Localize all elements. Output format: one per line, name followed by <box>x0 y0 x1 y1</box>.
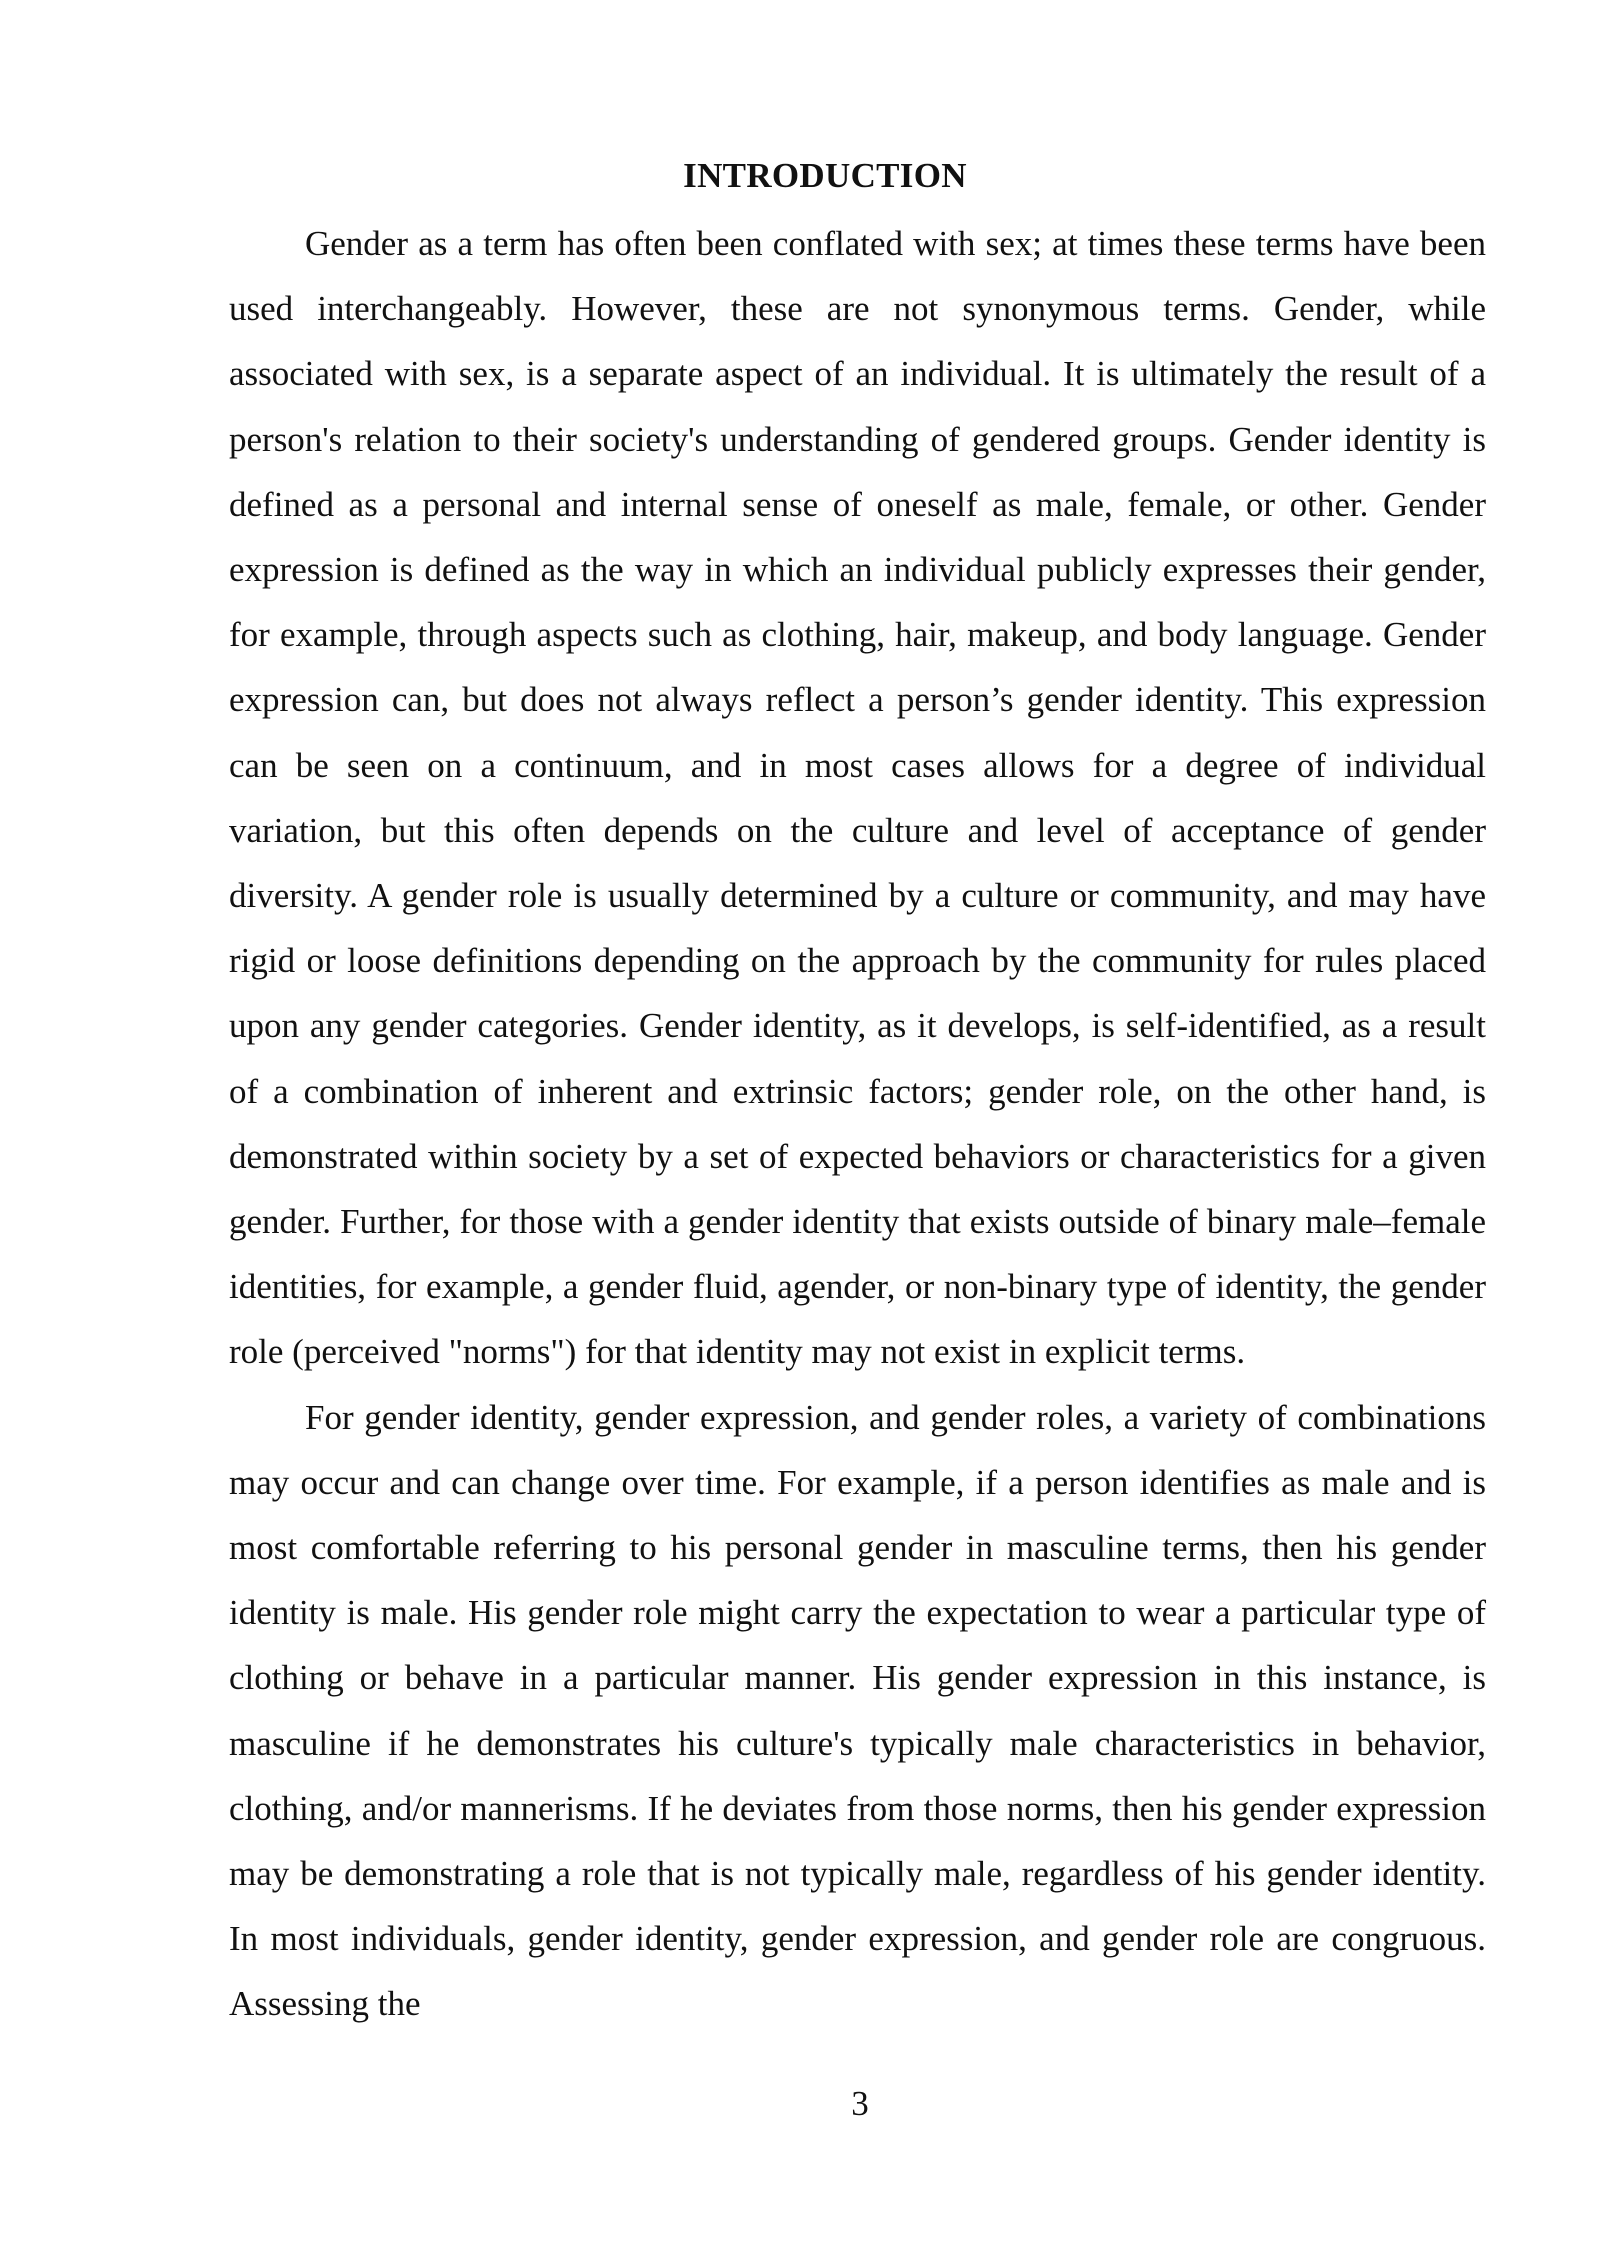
page-number: 3 <box>851 2084 869 2123</box>
paragraph-2: For gender identity, gender expression, and gender roles, a variety of combinations may occur and can change over time. For example, if a person identifies as male and is most comfortable referring to his personal gender in masculine terms, then his gender identity is male. His gender role might carry the expectation to wear a particular type of clothing or behave in a particular manner. His gender expression in this instance, is masculine if he demonstrates his culture's typically male characteristics in behavior, clothing, and/or mannerisms. If he deviates from those norms, then his gender expression may be demonstrating a role that is not typically male, regardless of his gender identity. In most individuals, gender identity, gender expression, and gender role are congruous. Assessing the <box>229 1397 1486 2024</box>
paragraph-1: Gender as a term has often been conflated with sex; at times these terms have been used interchangeably. However, these are not synonymous terms. Gender, while associated with sex, is a separate aspect of an individual. It is ultimately the result of a person's relation to their society's understanding of gendered groups. Gender identity is defined as a personal and internal sense of oneself as male, female, or other. Gender expression is defined as the way in which an individual publicly expresses their gender, for example, through aspects such as clothing, hair, makeup, and body language. Gender expression can, but does not always reflect a person’s gender identity. This expression can be seen on a continuum, and in most cases allows for a degree of individual variation, but this often depends on the culture and level of acceptance of gender diversity. A gender role is usually determined by a culture or community, and may have rigid or loose definitions depending on the approach by the community for rules placed upon any gender categories. Gender identity, as it develops, is self-identified, as a result of a combination of inherent and extrinsic factors; gender role, on the other hand, is demonstrated within society by a set of expected behaviors or characteristics for a given gender. Further, for those with a gender identity that exists outside of binary male–female identities, for example, a gender fluid, agender, or non-binary type of identity, the gender role (perceived "norms") for that identity may not exist in explicit terms. <box>229 224 1486 1372</box>
body-text <box>229 211 1486 2037</box>
section-heading: INTRODUCTION <box>683 156 967 195</box>
